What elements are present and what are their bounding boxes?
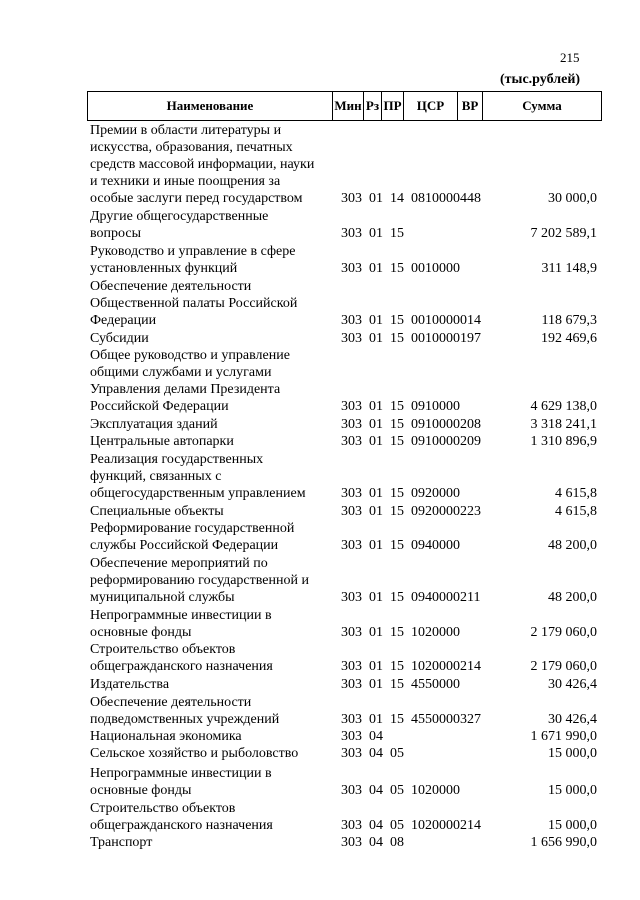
row-name (90, 451, 335, 502)
row-name (90, 330, 335, 347)
table-row (0, 676, 640, 693)
row-name-line: Обеспечение деятельности (90, 695, 252, 710)
row-code: 303 04 08 (341, 835, 404, 850)
row-code: 303 04 05 (341, 746, 404, 761)
row-name-line: Непрограммные инвестиции в (90, 766, 272, 781)
row-name-line: основные фонды (90, 783, 192, 798)
row-name-line: муниципальной службы (90, 590, 235, 605)
row-sum: 118 679,3 (541, 313, 597, 328)
row-sum: 48 200,0 (548, 590, 597, 605)
row-code: 303 01 15 0940000211 (341, 590, 481, 605)
row-code: 303 01 15 1020000 (341, 625, 460, 640)
row-name-line: Сельское хозяйство и рыболовство (90, 746, 299, 761)
table-row (0, 433, 640, 450)
row-sum: 3 318 241,1 (530, 417, 597, 432)
row-code: 303 01 15 0910000209 (341, 434, 481, 449)
row-sum: 4 615,8 (555, 504, 597, 519)
row-code: 303 04 05 1020000 (341, 783, 460, 798)
row-name-line: общегосударственным управлением (90, 486, 306, 501)
row-code: 303 01 15 0910000 (341, 399, 460, 414)
header-csr: ЦСР (404, 92, 458, 120)
table-row (0, 416, 640, 433)
row-name (90, 503, 335, 520)
row-name (90, 555, 335, 606)
table-row (0, 208, 640, 242)
row-code: 303 01 15 0910000208 (341, 417, 481, 432)
table-row (0, 694, 640, 728)
row-name (90, 607, 335, 641)
row-sum: 7 202 589,1 (530, 226, 597, 241)
row-name (90, 676, 335, 693)
row-name-line: Реформирование государственной (90, 521, 295, 536)
row-name-line: Обеспечение мероприятий по (90, 556, 268, 571)
row-sum: 48 200,0 (548, 538, 597, 553)
page-number: 215 (560, 50, 580, 65)
row-name-line: Реализация государственных (90, 452, 264, 467)
row-sum: 30 426,4 (548, 712, 597, 727)
row-name-line: искусства, образования, печатных (90, 140, 293, 155)
row-sum: 4 615,8 (555, 486, 597, 501)
table-header (87, 91, 602, 121)
row-name-line: Общее руководство и управление (90, 348, 290, 363)
row-sum: 1 310 896,9 (530, 434, 597, 449)
row-name-line: Управления делами Президента (90, 382, 281, 397)
row-code: 303 01 15 0940000 (341, 538, 460, 553)
row-name-line: Эксплуатация зданий (90, 417, 218, 432)
row-code: 303 04 05 1020000214 (341, 818, 481, 833)
row-name (90, 208, 335, 242)
row-name (90, 347, 335, 415)
row-name-line: Непрограммные инвестиции в (90, 608, 272, 623)
header-name: Наименование (88, 92, 333, 120)
table-row (0, 765, 640, 799)
row-sum: 4 629 138,0 (530, 399, 597, 414)
row-name (90, 278, 335, 329)
row-name-line: и техники и иные поощрения за (90, 174, 281, 189)
table-row (0, 243, 640, 277)
row-name-line: службы Российской Федерации (90, 538, 279, 553)
row-name (90, 834, 335, 851)
row-name-line: установленных функций (90, 261, 238, 276)
row-name (90, 122, 335, 207)
row-name-line: общегражданского назначения (90, 818, 273, 833)
row-name-line: Общественной палаты Российской (90, 296, 298, 311)
row-sum: 311 148,9 (541, 261, 597, 276)
row-code: 303 01 15 4550000 (341, 677, 460, 692)
row-name (90, 765, 335, 799)
table-row (0, 347, 640, 415)
table-row (0, 503, 640, 520)
row-code: 303 01 15 1020000214 (341, 659, 481, 674)
table-row (0, 641, 640, 675)
table-row (0, 122, 640, 207)
header-min: Мин (333, 92, 364, 120)
row-sum: 15 000,0 (548, 818, 597, 833)
row-code: 303 01 15 0010000014 (341, 313, 481, 328)
row-name-line: средств массовой информации, науки (90, 157, 315, 172)
row-name (90, 728, 335, 745)
row-name-line: Премии в области литературы и (90, 123, 282, 138)
row-name (90, 745, 335, 762)
row-name (90, 800, 335, 834)
row-name (90, 433, 335, 450)
row-name-line: основные фонды (90, 625, 192, 640)
row-name-line: Транспорт (90, 835, 153, 850)
table-row (0, 451, 640, 502)
row-name (90, 416, 335, 433)
row-code: 303 01 15 (341, 226, 404, 241)
table-row (0, 607, 640, 641)
row-code: 303 01 14 0810000448 (341, 191, 481, 206)
row-name-line: Национальная экономика (90, 729, 242, 744)
row-name-line: реформированию государственной и (90, 573, 309, 588)
row-code: 303 04 (341, 729, 383, 744)
row-code: 303 01 15 0920000 (341, 486, 460, 501)
row-name-line: Строительство объектов (90, 642, 236, 657)
row-name-line: Руководство и управление в сфере (90, 244, 296, 259)
row-name-line: особые заслуги перед государством (90, 191, 303, 206)
row-sum: 192 469,6 (541, 331, 597, 346)
row-code: 303 01 15 4550000327 (341, 712, 481, 727)
row-name (90, 243, 335, 277)
header-sum: Сумма (522, 98, 562, 113)
row-name-line: Строительство объектов (90, 801, 236, 816)
table-row (0, 745, 640, 762)
row-sum: 30 426,4 (548, 677, 597, 692)
row-sum: 15 000,0 (548, 746, 597, 761)
row-name-line: вопросы (90, 226, 141, 241)
table-row (0, 728, 640, 745)
row-name-line: функций, связанных с (90, 469, 222, 484)
header-vr: ВР (458, 92, 483, 120)
row-name-line: Обеспечение деятельности (90, 279, 252, 294)
row-sum: 1 671 990,0 (530, 729, 597, 744)
row-name-line: общими службами и услугами (90, 365, 272, 380)
row-sum: 15 000,0 (548, 783, 597, 798)
units-label: (тыс.рублей) (500, 72, 581, 87)
row-code: 303 01 15 0920000223 (341, 504, 481, 519)
row-name-line: Российской Федерации (90, 399, 229, 414)
row-name (90, 520, 335, 554)
table-row (0, 278, 640, 329)
row-name (90, 694, 335, 728)
row-name-line: Другие общегосударственные (90, 209, 269, 224)
row-name-line: общегражданского назначения (90, 659, 273, 674)
header-rz: Рз (364, 92, 382, 120)
row-sum: 2 179 060,0 (530, 625, 597, 640)
row-name-line: подведомственных учреждений (90, 712, 280, 727)
row-name-line: Субсидии (90, 331, 149, 346)
row-sum: 2 179 060,0 (530, 659, 597, 674)
table-row (0, 834, 640, 851)
table-row (0, 520, 640, 554)
table-row (0, 800, 640, 834)
row-name-line: Центральные автопарки (90, 434, 234, 449)
row-name (90, 641, 335, 675)
row-name-line: Федерации (90, 313, 157, 328)
row-sum: 1 656 990,0 (530, 835, 597, 850)
table-row (0, 330, 640, 347)
header-pr: ПР (382, 92, 404, 120)
table-row (0, 555, 640, 606)
row-name-line: Специальные объекты (90, 504, 224, 519)
row-sum: 30 000,0 (548, 191, 597, 206)
row-name-line: Издательства (90, 677, 170, 692)
row-code: 303 01 15 0010000 (341, 261, 460, 276)
row-code: 303 01 15 0010000197 (341, 331, 481, 346)
